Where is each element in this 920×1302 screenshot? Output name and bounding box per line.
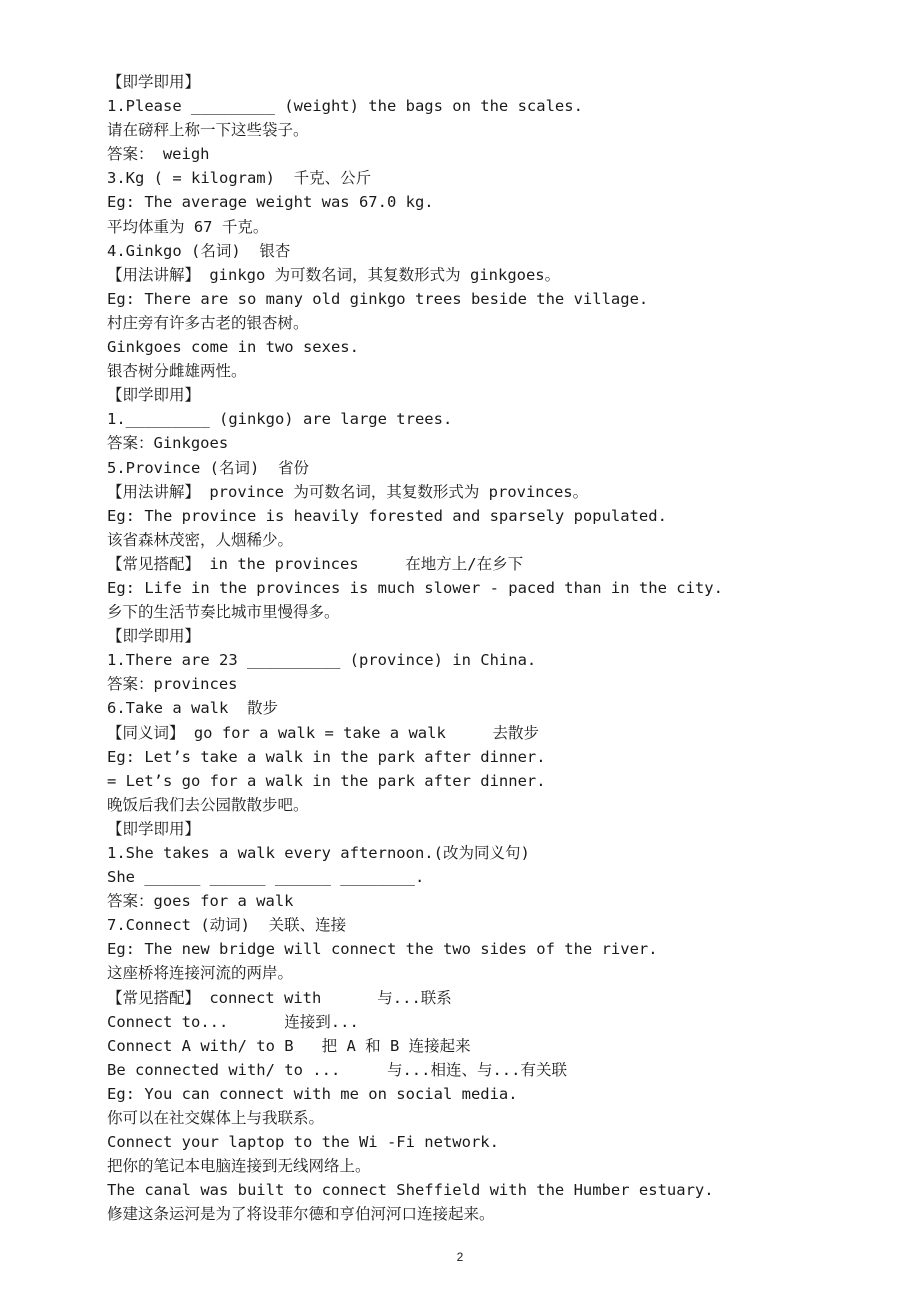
answer-line: 答案： weigh [107,145,210,164]
translation-line: 平均体重为 67 千克。 [107,217,269,236]
translation-line: 修建这条运河是为了将设菲尔德和亨伯河河口连接起来。 [107,1205,495,1224]
collocation-note: 【常见搭配】 connect with 与...联系 [107,988,452,1007]
example-line: Connect your laptop to the Wi -Fi network. [107,1133,499,1152]
collocation-note: 【常见搭配】 in the provinces 在地方上/在乡下 [107,554,524,573]
answer-line: 答案：Ginkgoes [107,434,229,453]
collocation-line: Connect A with/ to B 把 A 和 B 连接起来 [107,1036,471,1055]
vocab-heading: 5.Province (名词) 省份 [107,458,309,477]
translation-line: 你可以在社交媒体上与我联系。 [107,1109,325,1128]
translation-line: 乡下的生活节奏比城市里慢得多。 [107,603,340,622]
usage-note: 【用法讲解】 province 为可数名词，其复数形式为 provinces。 [107,482,589,501]
section-heading-practice: 【即学即用】 [107,627,201,646]
translation-line: 晚饭后我们去公园散散步吧。 [107,795,309,814]
section-heading-practice: 【即学即用】 [107,73,201,91]
vocab-heading: 4.Ginkgo (名词) 银杏 [107,241,291,260]
example-line: The canal was built to connect Sheffield with the Humber estuary. [107,1181,714,1200]
document-body [107,70,827,1227]
exercise-line: 1.There are 23 __________ (province) in China. [107,651,537,670]
page-number: 2 [456,1250,464,1264]
translation-line: 该省森林茂密，人烟稀少。 [107,530,294,549]
exercise-line: 1.She takes a walk every afternoon.(改为同义句) [107,844,530,862]
usage-note: 【用法讲解】 ginkgo 为可数名词，其复数形式为 ginkgoes。 [107,265,561,284]
exercise-blank-line: She ______ ______ ______ ________. [107,868,425,887]
translation-line: 银杏树分雌雄两性。 [107,362,247,381]
vocab-heading: 6.Take a walk 散步 [107,699,278,718]
translation-line: 这座桥将连接河流的两岸。 [107,964,294,983]
translation-line: 村庄旁有许多古老的银杏树。 [107,313,309,332]
example-line: Eg: You can connect with me on social media. [107,1084,518,1103]
example-line: Eg: The average weight was 67.0 kg. [107,193,434,212]
answer-line: 答案：provinces [107,675,238,694]
section-heading-practice: 【即学即用】 [107,386,201,405]
translation-line: 把你的笔记本电脑连接到无线网络上。 [107,1157,371,1176]
example-line: Eg: Life in the provinces is much slower - paced than in the city. [107,578,723,597]
section-heading-practice: 【即学即用】 [107,819,201,838]
example-line: Eg: The new bridge will connect the two sides of the river. [107,940,658,959]
synonym-note: 【同义词】 go for a walk = take a walk 去散步 [107,723,539,742]
answer-line: 答案：goes for a walk [107,892,294,911]
vocab-heading: 7.Connect (动词) 关联、连接 [107,916,347,935]
example-line: = Let’s go for a walk in the park after dinner. [107,771,546,790]
collocation-line: Connect to... 连接到... [107,1012,359,1031]
example-line: Eg: The province is heavily forested and sparsely populated. [107,506,667,525]
collocation-line: Be connected with/ to ... 与...相连、与...有关联 [107,1060,567,1079]
translation-line: 请在磅秤上称一下这些袋子。 [107,121,309,140]
exercise-line: 1.Please _________ (weight) the bags on the scales. [107,97,583,116]
example-line: Eg: Let’s take a walk in the park after dinner. [107,747,546,766]
example-line: Eg: There are so many old ginkgo trees beside the village. [107,289,649,308]
exercise-line: 1._________ (ginkgo) are large trees. [107,410,453,429]
example-line: Ginkgoes come in two sexes. [107,338,359,357]
vocab-heading: 3.Kg ( = kilogram) 千克、公斤 [107,169,372,188]
